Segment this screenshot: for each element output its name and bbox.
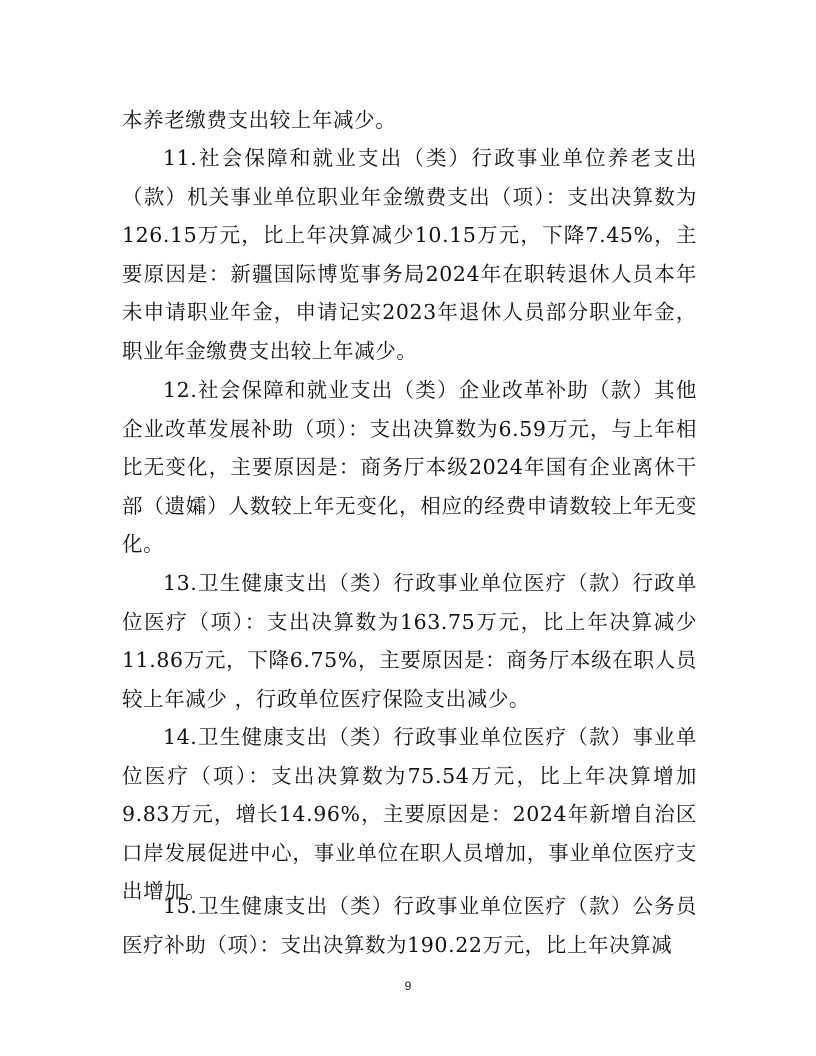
page-number: 9 [404, 979, 412, 993]
paragraph-item-13: 13.卫生健康支出（类）行政事业单位医疗（款）行政单位医疗（项）：支出决算数为163.75万元，比上年决算减少11.86万元，下降6.75%，主要原因是：商务厅本级在职人员较上年减少 ，行政单位医疗保险支出减少。 [122, 571, 697, 711]
paragraph-continuation: 本养老缴费支出较上年减少。 [122, 108, 397, 132]
paragraph-item-11: 11.社会保障和就业支出（类）行政事业单位养老支出（款）机关事业单位职业年金缴费支出（项）：支出决算数为126.15万元，比上年决算减少10.15万元，下降7.45%，主要原因是：新疆国际博览事务局2024年在职转退休人员本年未申请职业年金，申请记实2023年退休人员部分职业年金，职业年金缴费支出较上年减少。 [122, 146, 697, 363]
paragraph-item-15: 15.卫生健康支出（类）行政事业单位医疗（款）公务员医疗补助（项）：支出决算数为190.22万元，比上年决算减 [122, 894, 697, 957]
paragraph-item-12: 12.社会保障和就业支出（类）企业改革补助（款）其他企业改革发展补助（项）：支出决算数为6.59万元，与上年相比无变化，主要原因是：商务厅本级2024年国有企业离休干部（遗孀）人数较上年无变化，相应的经费申请数较上年无变化。 [122, 378, 697, 557]
paragraph-item-14: 14.卫生健康支出（类）行政事业单位医疗（款）事业单位医疗（项）：支出决算数为75.54万元，比上年决算增加9.83万元，增长14.96%，主要原因是：2024年新增自治区口岸发展促进中心，事业单位在职人员增加，事业单位医疗支出增加。 [122, 725, 697, 904]
